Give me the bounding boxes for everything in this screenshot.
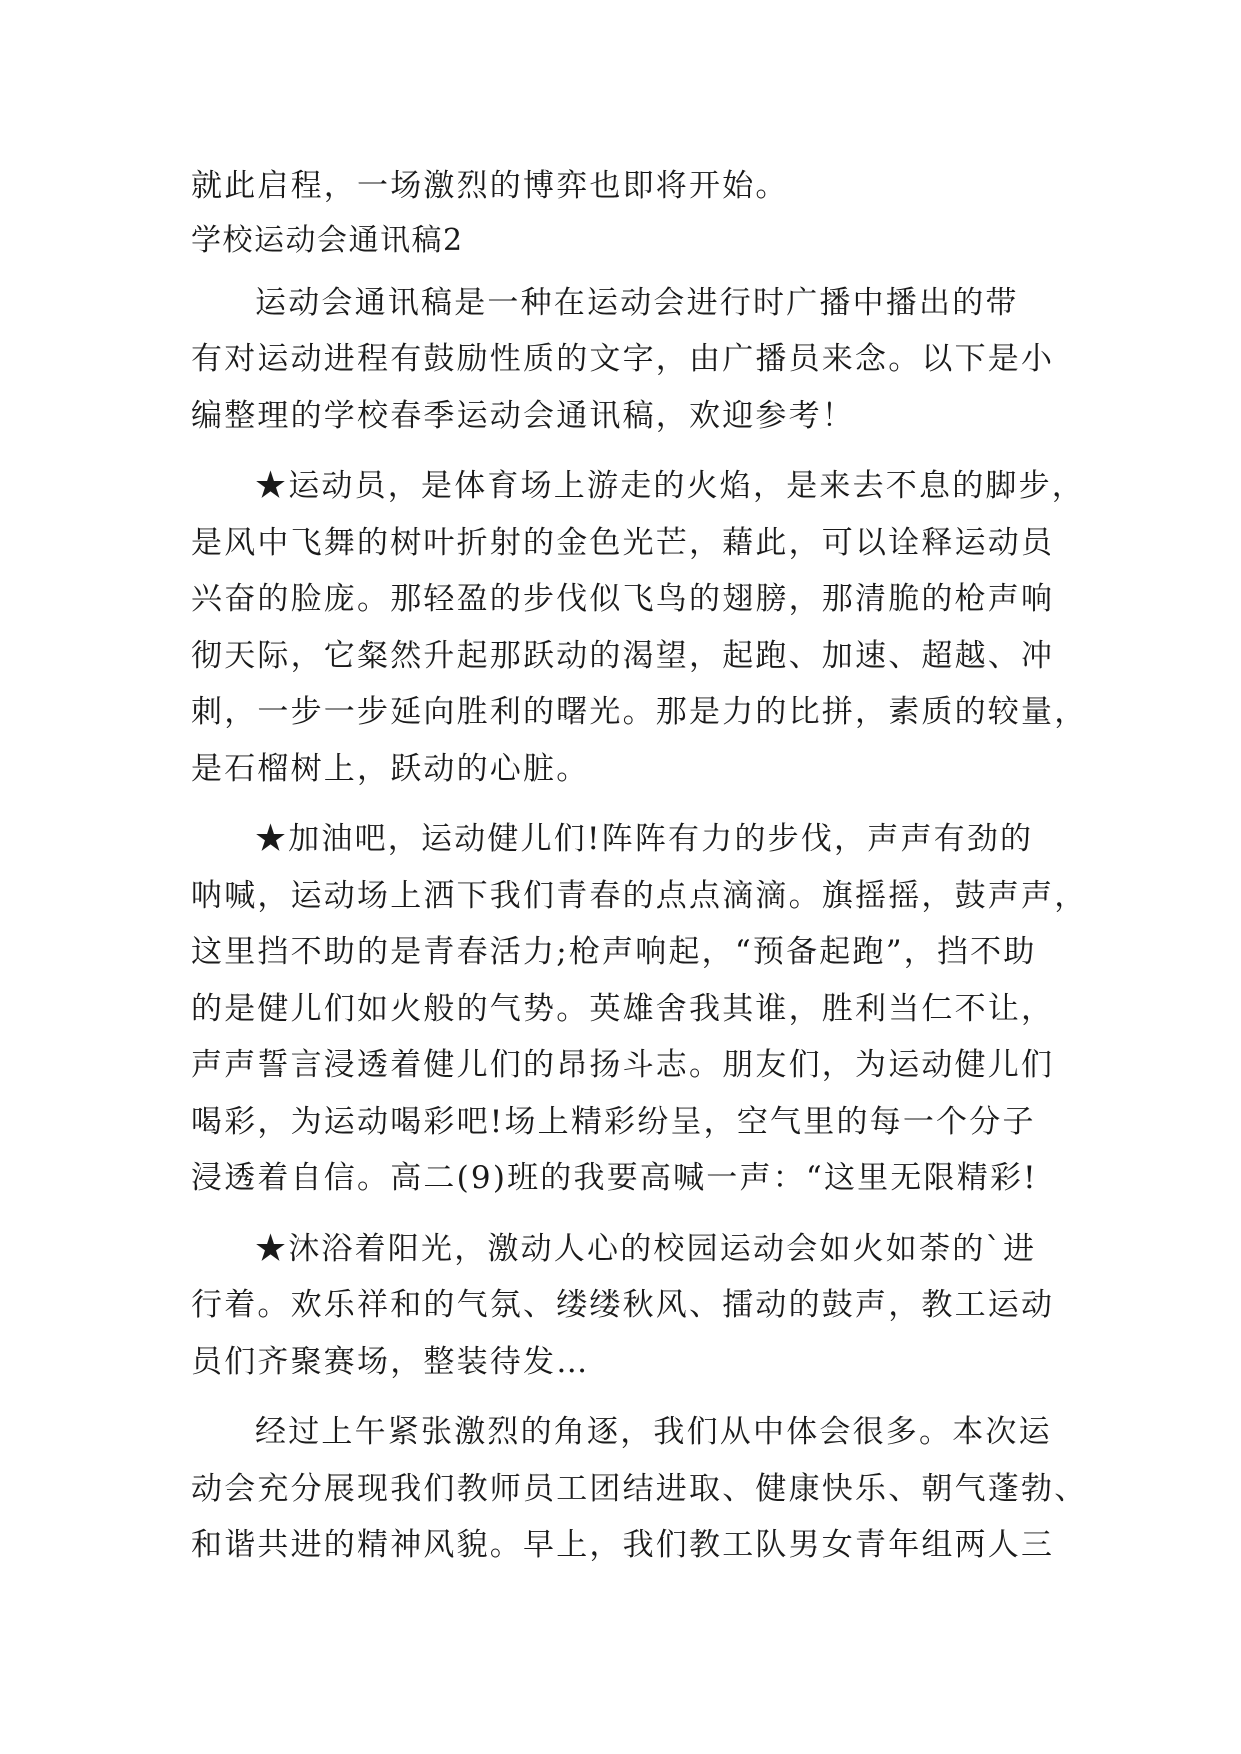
text-line: 运动会通讯稿是一种在运动会进行时广播中播出的带 (255, 284, 1019, 321)
text-line: 行着。欢乐祥和的气氛、缕缕秋风、擂动的鼓声，教工运动 (191, 1287, 1055, 1323)
text-line: ★沐浴着阳光，激动人心的校园运动会如火如荼的`进 (255, 1230, 1037, 1267)
text-line: 声声誓言浸透着健儿们的昂扬斗志。朋友们，为运动健儿们 (191, 1047, 1055, 1083)
text-line: 是石榴树上，跃动的心脏。 (191, 750, 590, 787)
text-line: 这里挡不助的是青春活力;枪声响起，“预备起跑”，挡不助 (191, 934, 1037, 970)
text-line: 的是健儿们如火般的气势。英雄舍我其谁，胜利当仁不让， (191, 990, 1055, 1027)
text-line: 呐喊，运动场上洒下我们青春的点点滴滴。旗摇摇，鼓声声， (191, 877, 1088, 914)
text-line: 是风中飞舞的树叶折射的金色光芒，藉此，可以诠释运动员 (191, 524, 1055, 561)
text-line: ★加油吧，运动健儿们!阵阵有力的步伐，声声有劲的 (255, 821, 1034, 857)
paragraph-gap (191, 797, 1051, 811)
section-title: 学校运动会通讯稿2 (191, 222, 464, 258)
text-line: 刺，一步一步延向胜利的曙光。那是力的比拼，素质的较量， (191, 694, 1088, 730)
paragraph-gap (191, 1207, 1051, 1221)
text-line: 浸透着自信。高二(9)班的我要高喊一声：“这里无限精彩! (191, 1160, 1038, 1196)
paragraph-gap (191, 444, 1051, 458)
text-line: 喝彩，为运动喝彩吧!场上精彩纷呈，空气里的每一个分子 (191, 1103, 1036, 1140)
text-line: 编整理的学校春季运动会通讯稿，欢迎参考！ (191, 397, 855, 434)
document-body (191, 158, 1088, 1574)
text-line: 和谐共进的精神风貌。早上，我们教工队男女青年组两人三 (191, 1527, 1055, 1563)
text-line: 员们齐聚赛场，整装待发… (191, 1343, 590, 1380)
paragraph-gap (191, 1390, 1051, 1404)
text-line: 有对运动进程有鼓励性质的文字，由广播员来念。以下是小 (191, 341, 1055, 377)
text-line: ★运动员，是体育场上游走的火焰，是来去不息的脚步， (255, 468, 1085, 504)
text-line: 就此启程，一场激烈的博弈也即将开始。 (191, 168, 789, 204)
text-line: 彻天际，它粲然升起那跃动的渴望，起跑、加速、超越、冲 (191, 637, 1055, 674)
text-line: 经过上午紧张激烈的角逐，我们从中体会很多。本次运 (255, 1414, 1052, 1450)
text-line: 动会充分展现我们教师员工团结进取、健康快乐、朝气蓬勃、 (191, 1470, 1088, 1507)
text-line: 兴奋的脸庞。那轻盈的步伐似飞鸟的翅膀，那清脆的枪声响 (191, 581, 1055, 617)
